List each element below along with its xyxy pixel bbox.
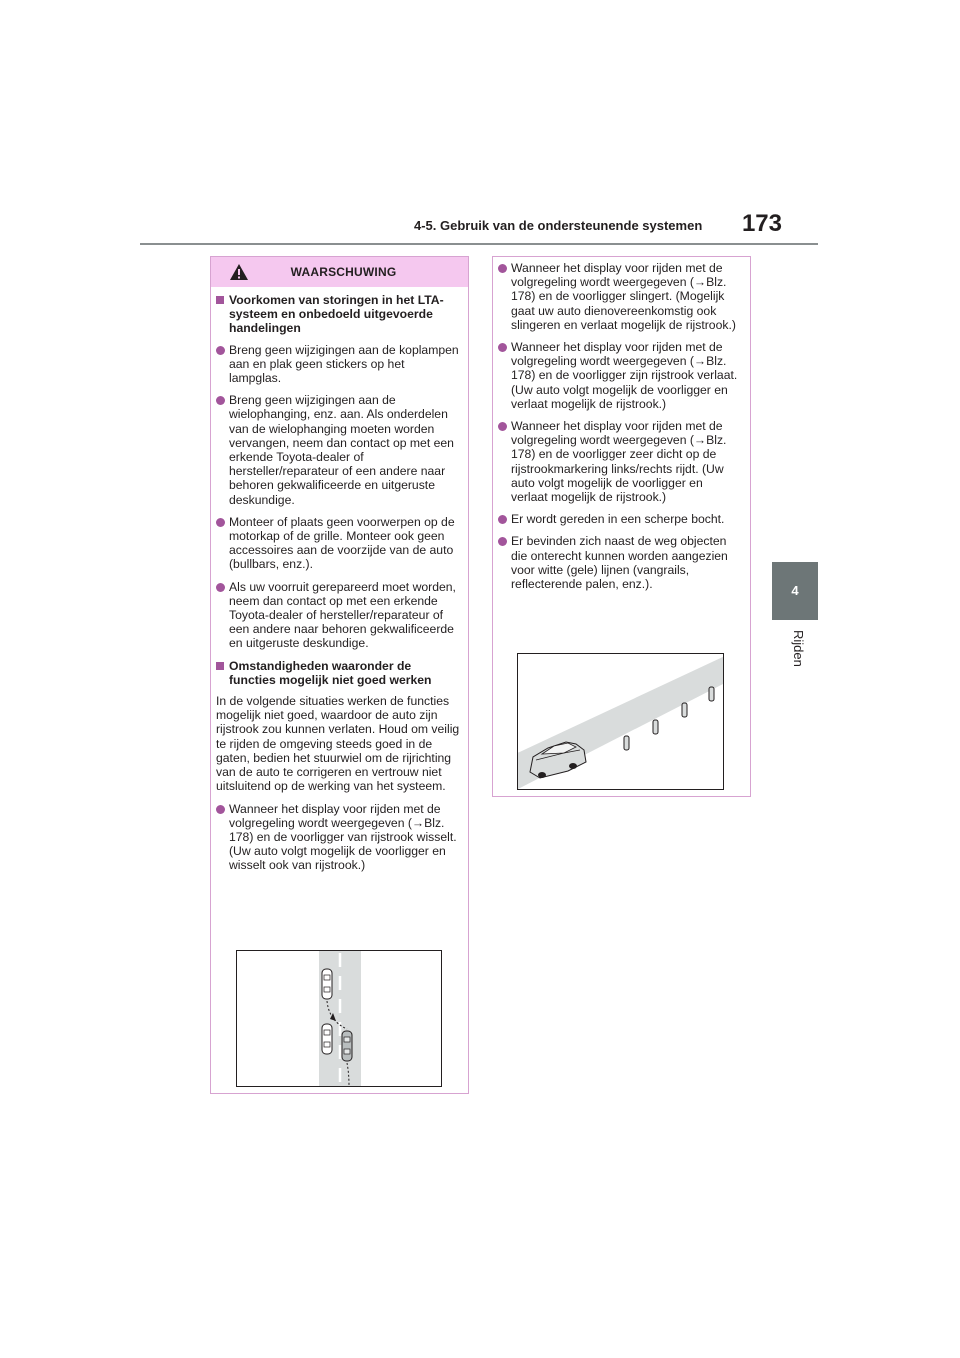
- list-item-text: Wanneer het display voor rijden met de volgregeling wordt weergegeven (→Blz. 178) en de voorligger zeer dicht op de rijstrookmarkering links/rechts rijdt. (Uw auto volgt mogelijk de voorligger en verlaat mogelijk de rijstrook.): [511, 419, 727, 505]
- list-item-text: Als uw voorruit gerepareerd moet worden, neem dan contact op met een erkende Toyota-dealer of hersteller/reparateur of een andere naar behoren gekwalificeerde en uitgeruste deskundige.: [229, 579, 456, 651]
- square-bullet-icon: [216, 296, 224, 304]
- round-bullet-icon: [498, 422, 507, 431]
- chapter-label: Rijden: [791, 630, 806, 667]
- warning-heading: [216, 293, 460, 336]
- square-bullet-icon: [216, 662, 224, 670]
- list-item-text: Monteer of plaats geen voorwerpen op de motorkap of de grille. Monteer ook geen accessoires aan de voorzijde van de auto (bullbars, enz.).: [229, 514, 455, 572]
- reflector-post-icon: [653, 720, 658, 734]
- reflector-post-icon: [624, 736, 629, 750]
- page-number: 173: [741, 210, 782, 237]
- warning-header: [211, 257, 468, 287]
- car-icon: [342, 1031, 352, 1061]
- list-item: [498, 512, 742, 526]
- round-bullet-icon: [216, 805, 225, 814]
- lane-change-illustration: [236, 950, 442, 1087]
- warning-triangle-icon: [229, 263, 249, 281]
- round-bullet-icon: [216, 346, 225, 355]
- round-bullet-icon: [498, 264, 507, 273]
- reflector-posts-illustration: [517, 653, 724, 790]
- conditions-content: [493, 257, 750, 591]
- list-item-text: Breng geen wijzigingen aan de koplampen aan en plak geen stickers op het lampglas.: [229, 342, 459, 386]
- list-item: [498, 419, 742, 504]
- list-item: [216, 343, 460, 386]
- reflector-post-icon: [682, 703, 687, 717]
- list-item-text: Breng geen wijzigingen aan de wielophanging, enz. aan. Als onderdelen van de wielophanging moeten worden vervangen, neem dan contact op met een erkende Toyota-dealer of hersteller/reparateur of een andere naar behoren gekwalificeerde en uitgeruste deskundige.: [229, 393, 454, 507]
- list-item-text: Wanneer het display voor rijden met de volgregeling wordt weergegeven (→Blz. 178) en de voorligger zijn rijstrook verlaat. (Uw auto volgt mogelijk de voorligger en verlaat mogelijk de rijstrook.): [511, 340, 738, 411]
- reflector-post-icon: [709, 687, 714, 701]
- list-item-text: Er bevinden zich naast de weg objecten die onterecht kunnen worden aangezien voor witte (gele) lijnen (vangrails, reflecterende palen, enz.).: [511, 534, 728, 592]
- header-divider: [140, 243, 818, 245]
- chapter-tab: 4: [772, 562, 818, 620]
- heading-text: Voorkomen van storingen in het LTA-systeem en onbedoeld uitgevoerde handelingen: [229, 293, 444, 336]
- list-item: [498, 340, 742, 411]
- list-item: [498, 534, 742, 591]
- round-bullet-icon: [216, 396, 225, 405]
- warning-heading: [216, 659, 460, 687]
- list-item: [216, 393, 460, 507]
- list-item: [216, 515, 460, 572]
- body-paragraph: In de volgende situaties werken de functies mogelijk niet goed, waardoor de auto zijn rijstrook zou kunnen verlaten. Houd om veilig te rijden de omgeving steeds goed in de gaten, bedien het stuurwiel om de rijrichting van de auto te corrigeren en vertrouw niet uitsluitend op de werking van het systeem.: [216, 694, 460, 794]
- list-item-text: Wanneer het display voor rijden met de volgregeling wordt weergegeven (→Blz. 178) en de voorligger van rijstrook wisselt. (Uw auto volgt mogelijk de voorligger en wisselt ook van rijstrook.): [229, 801, 457, 873]
- section-title: 4-5. Gebruik van de ondersteunende systemen: [414, 218, 703, 233]
- list-item-text: Er wordt gereden in een scherpe bocht.: [511, 512, 725, 527]
- car-icon: [322, 969, 332, 999]
- car-icon: [322, 1024, 332, 1054]
- warning-content: [211, 287, 468, 873]
- round-bullet-icon: [498, 537, 507, 546]
- list-item: [216, 802, 460, 873]
- round-bullet-icon: [216, 583, 225, 592]
- reflector-posts-drawing: [518, 654, 723, 789]
- round-bullet-icon: [498, 515, 507, 524]
- round-bullet-icon: [498, 343, 507, 352]
- list-item: [216, 580, 460, 651]
- list-item: [498, 261, 742, 332]
- warning-title: WAARSCHUWING: [290, 265, 397, 279]
- heading-text: Omstandigheden waaronder de functies mogelijk niet goed werken: [229, 658, 432, 687]
- lane-change-drawing: [237, 951, 441, 1086]
- round-bullet-icon: [216, 518, 225, 527]
- list-item-text: Wanneer het display voor rijden met de volgregeling wordt weergegeven (→Blz. 178) en de voorligger slingert. (Mogelijk gaat uw auto dienovereenkomstig ook slingeren en verlaat mogelijk de rijstrook.): [511, 261, 736, 332]
